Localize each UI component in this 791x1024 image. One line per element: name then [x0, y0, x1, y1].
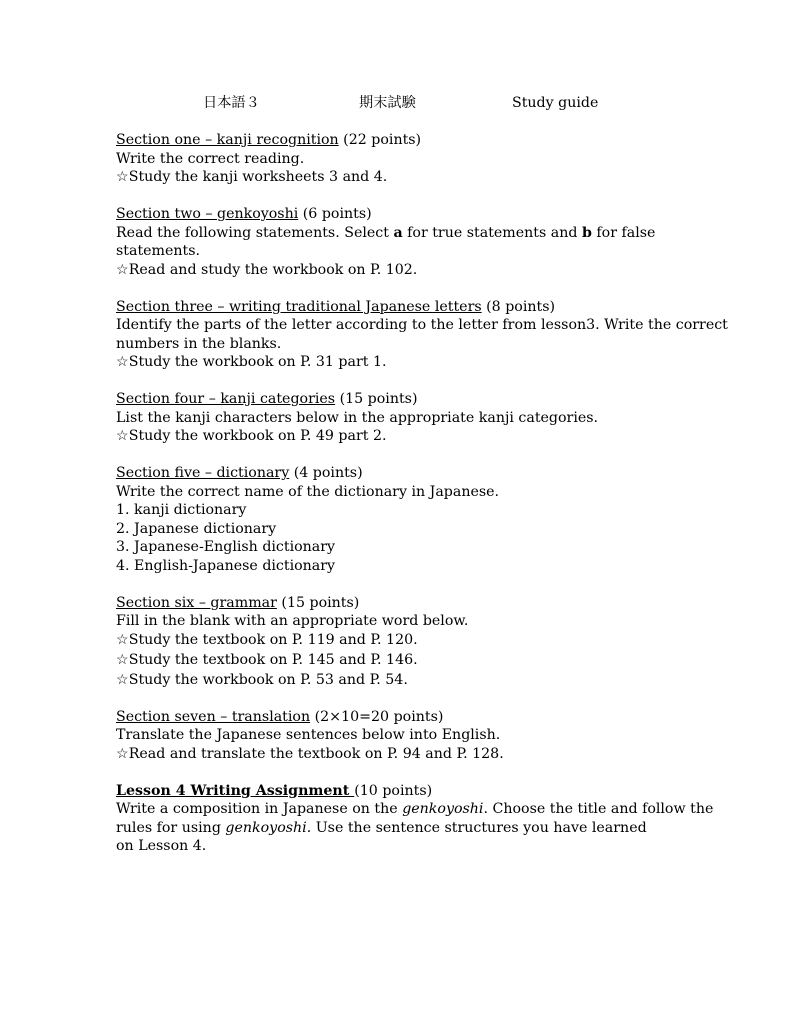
- study-note: ☆Study the workbook on P. 49 part 2.: [116, 428, 387, 444]
- section-points: (15 points): [335, 391, 418, 407]
- section-heading: Section one – kanji recognition: [116, 132, 339, 148]
- list-item: 4. English-Japanese dictionary: [116, 557, 336, 574]
- section-points: (10 points): [354, 782, 433, 799]
- section-five: [116, 464, 676, 575]
- instruction-text: Write the correct reading.: [116, 150, 305, 167]
- section-heading: Section five – dictionary: [116, 465, 290, 481]
- instruction-text: List the kanji characters below in the appropriate kanji categories.: [116, 409, 599, 426]
- instruction-text: Translate the Japanese sentences below into English.: [116, 727, 501, 743]
- instruction-text: on Lesson 4.: [116, 838, 207, 854]
- section-heading: Lesson 4 Writing Assignment: [116, 782, 355, 799]
- section-points: (15 points): [276, 594, 360, 611]
- section-six: [116, 594, 676, 690]
- section-heading: Section two – genkoyoshi: [116, 206, 299, 222]
- instruction-text: Read the following statements. Select a for true statements and b for false: [116, 224, 656, 241]
- section-points: (2×10=20 points): [310, 708, 444, 725]
- study-note: ☆Study the textbook on P. 119 and P. 120.: [116, 631, 418, 648]
- section-heading: Section six – grammar: [116, 594, 277, 611]
- section-seven: [116, 708, 676, 764]
- section-points: (8 points): [481, 298, 556, 315]
- guide-title: Study guide: [512, 95, 599, 111]
- study-note: ☆Read and study the workbook on P. 102.: [116, 261, 418, 278]
- instruction-text: Identify the parts of the letter according to the letter from lesson3. Write the correct: [116, 317, 728, 333]
- course-title: 日本語３: [203, 95, 260, 111]
- section-points: (22 points): [338, 132, 422, 148]
- section-one: [116, 131, 676, 187]
- section-two: [116, 205, 676, 279]
- document-header: [0, 94, 791, 114]
- section-three: [116, 298, 728, 372]
- list-item: 2. Japanese dictionary: [116, 520, 277, 537]
- instruction-text: statements.: [116, 243, 201, 259]
- section-heading: Section three – writing traditional Japanese letters: [116, 298, 482, 315]
- study-note: ☆Read and translate the textbook on P. 94 and P. 128.: [116, 745, 504, 762]
- document-body: [116, 131, 728, 874]
- list-item: 3. Japanese-English dictionary: [116, 539, 336, 555]
- instruction-text: rules for using genkoyoshi. Use the sentence structures you have learned: [116, 819, 647, 836]
- exam-title: 期末試験: [359, 95, 416, 111]
- instruction-text: Fill in the blank with an appropriate word below.: [116, 613, 469, 629]
- section-four: [116, 390, 676, 446]
- instruction-text: Write a composition in Japanese on the genkoyoshi. Choose the title and follow the: [116, 801, 714, 817]
- writing-assignment: [116, 782, 714, 856]
- instruction-text: Write the correct name of the dictionary in Japanese.: [116, 483, 500, 500]
- list-item: 1. kanji dictionary: [116, 502, 247, 518]
- section-heading: Section seven – translation: [116, 708, 311, 725]
- study-note: ☆Study the workbook on P. 31 part 1.: [116, 354, 387, 370]
- section-points: (4 points): [289, 465, 363, 481]
- section-points: (6 points): [298, 206, 372, 222]
- study-note: ☆Study the kanji worksheets 3 and 4.: [116, 169, 388, 185]
- study-note: ☆Study the workbook on P. 53 and P. 54.: [116, 671, 408, 688]
- study-note: ☆Study the textbook on P. 145 and P. 146.: [116, 651, 418, 668]
- instruction-text: numbers in the blanks.: [116, 335, 282, 352]
- section-heading: Section four – kanji categories: [116, 391, 336, 407]
